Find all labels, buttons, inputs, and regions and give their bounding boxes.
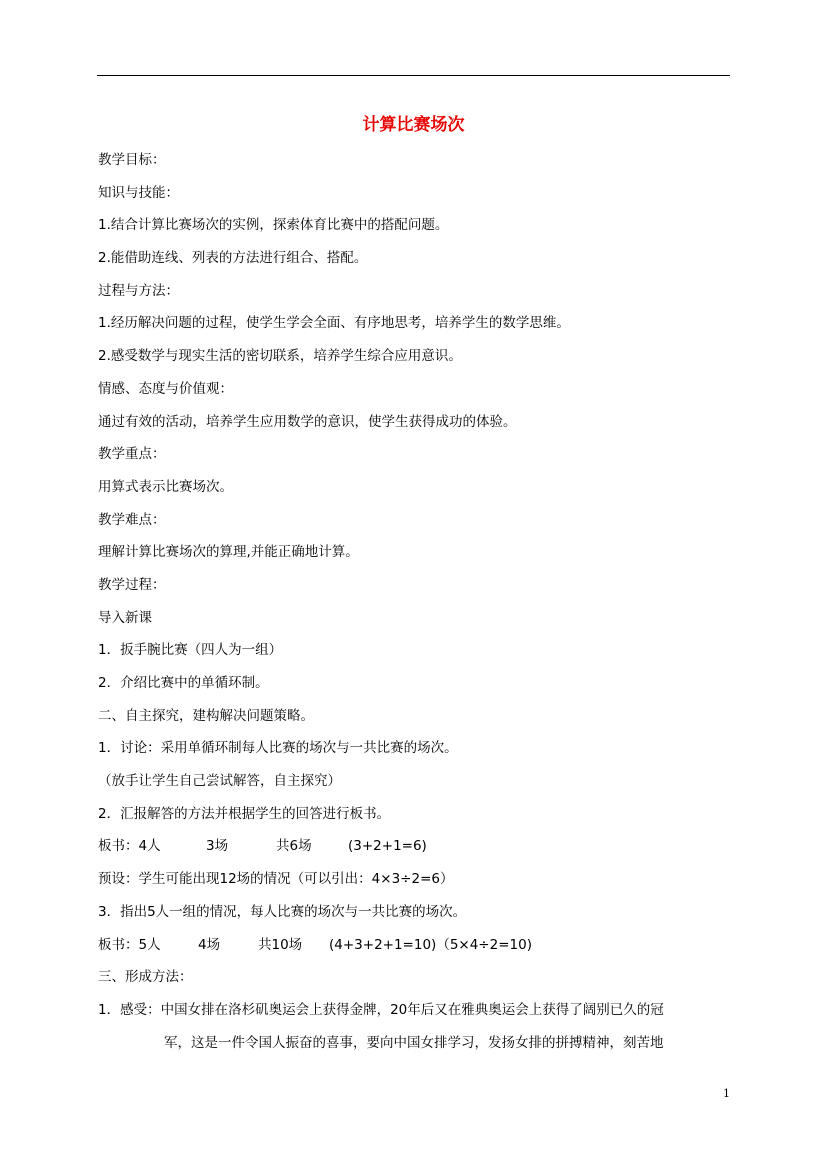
board-formula: (4+3+2+1=10)（5×4÷2=10) xyxy=(329,936,532,953)
text-line: 2．介绍比赛中的单循环制。 xyxy=(98,675,269,691)
text-line: 1．扳手腕比赛（四人为一组） xyxy=(98,642,283,659)
text-line: 3．指出5人一组的情况，每人比赛的场次与一共比赛的场次。 xyxy=(98,903,467,920)
board-line-4 xyxy=(98,834,730,867)
text-line: 2.感受数学与现实生活的密切联系，培养学生综合应用意识。 xyxy=(98,348,462,365)
board-label: 板书：5人 xyxy=(98,936,161,953)
text-line: 预设：学生可能出现12场的情况（可以引出：4×3÷2=6） xyxy=(98,871,454,888)
text-line: 教学目标： xyxy=(98,152,166,168)
board-line-5 xyxy=(98,933,730,966)
paragraph-first-line: 1．感受：中国女排在洛杉矶奥运会上获得金牌，20年后又在雅典奥运会上获得了阔别已久的冠 xyxy=(98,1001,664,1018)
board-matches-each: 3场 xyxy=(206,838,229,855)
document-body xyxy=(98,148,730,1063)
text-line: 知识与技能： xyxy=(98,184,179,201)
text-line: 理解计算比赛场次的算理,并能正确地计算。 xyxy=(98,544,359,561)
text-line: 1．讨论：采用单循环制每人比赛的场次与一共比赛的场次。 xyxy=(98,740,458,757)
text-line: 导入新课 xyxy=(98,609,152,626)
header-rule xyxy=(97,75,730,76)
board-matches-total: 共6场 xyxy=(276,838,312,855)
text-line: 用算式表示比赛场次。 xyxy=(98,478,233,495)
text-line: 教学重点： xyxy=(98,446,166,463)
text-line: 三、形成方法： xyxy=(98,969,193,986)
text-line: 1.结合计算比赛场次的实例，探索体育比赛中的搭配问题。 xyxy=(98,217,449,234)
text-line: 教学难点： xyxy=(98,511,166,528)
text-line: 1.经历解决问题的过程，使学生学会全面、有序地思考，培养学生的数学思维。 xyxy=(98,315,570,332)
text-line: 通过有效的活动，培养学生应用数学的意识，使学生获得成功的体验。 xyxy=(98,413,517,430)
text-line: （放手让学生自己尝试解答，自主探究） xyxy=(98,773,341,790)
text-line: 2．汇报解答的方法并根据学生的回答进行板书。 xyxy=(98,805,391,822)
page-number: 1 xyxy=(723,1087,730,1100)
paragraph-continuation-line: 军，这是一件令国人振奋的喜事，要向中国女排学习，发扬女排的拼搏精神，刻苦地 xyxy=(164,1034,664,1051)
text-line: 情感、态度与价值观： xyxy=(98,380,233,397)
text-line: 教学过程： xyxy=(98,576,166,593)
board-label: 板书：4人 xyxy=(98,838,161,855)
board-matches-total: 共10场 xyxy=(258,936,303,953)
text-line: 过程与方法： xyxy=(98,282,179,299)
text-line: 二、自主探究，建构解决问题策略。 xyxy=(98,707,314,724)
board-matches-each: 4场 xyxy=(198,936,221,953)
document-title: 计算比赛场次 xyxy=(362,115,465,135)
board-formula: (3+2+1=6) xyxy=(348,838,427,855)
text-line: 2.能借助连线、列表的方法进行组合、搭配。 xyxy=(98,250,368,267)
